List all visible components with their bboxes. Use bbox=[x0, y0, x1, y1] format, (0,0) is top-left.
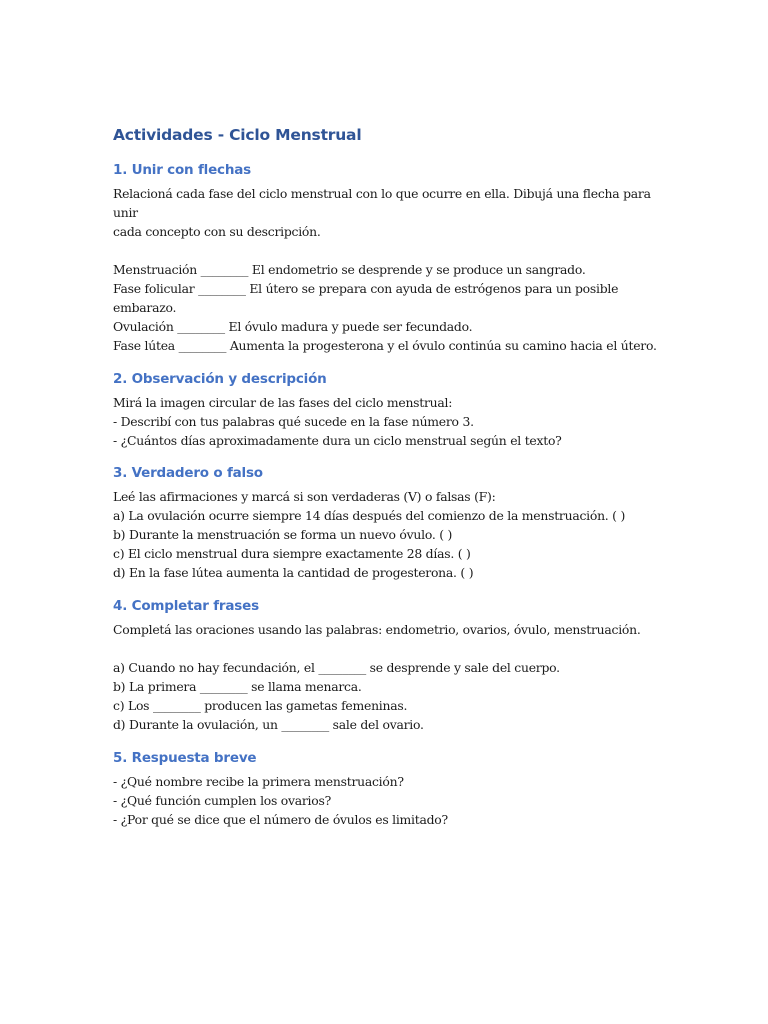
section-heading: 5. Respuesta breve bbox=[113, 750, 257, 766]
instruction-line: Completá las oraciones usando las palabras: endometrio, ovarios, óvulo, menstruación. bbox=[113, 622, 641, 637]
instruction-line: cada concepto con su descripción. bbox=[113, 224, 321, 239]
section-heading: 2. Observación y descripción bbox=[113, 371, 327, 387]
statement-line: b) Durante la menstruación se forma un nuevo óvulo. ( ) bbox=[113, 527, 453, 542]
section-observacion bbox=[113, 369, 673, 450]
fill-in-sentence: a) Cuando no hay fecundación, el ________ se desprende y sale del cuerpo. bbox=[113, 660, 560, 675]
section-completar-frases bbox=[113, 596, 673, 734]
question-line: - ¿Qué función cumplen los ovarios? bbox=[113, 793, 331, 808]
blank-line bbox=[113, 639, 673, 658]
section-respuesta-breve bbox=[113, 748, 673, 829]
instruction-line: Leé las afirmaciones y marcá si son verdaderas (V) o falsas (F): bbox=[113, 489, 496, 504]
instruction-line: Mirá la imagen circular de las fases del ciclo menstrual: bbox=[113, 395, 453, 410]
matching-item: Fase folicular ________ El útero se prepara con ayuda de estrógenos para un posible bbox=[113, 281, 619, 296]
section-heading: 3. Verdadero o falso bbox=[113, 465, 263, 481]
question-line: - ¿Por qué se dice que el número de óvulos es limitado? bbox=[113, 812, 448, 827]
matching-item: Menstruación ________ El endometrio se desprende y se produce un sangrado. bbox=[113, 262, 586, 277]
fill-in-sentence: d) Durante la ovulación, un ________ sale del ovario. bbox=[113, 717, 424, 732]
matching-item: Ovulación ________ El óvulo madura y puede ser fecundado. bbox=[113, 319, 473, 334]
document-page bbox=[113, 124, 673, 843]
section-heading: 1. Unir con flechas bbox=[113, 162, 251, 178]
instruction-line: Relacioná cada fase del ciclo menstrual con lo que ocurre en ella. Dibujá una flecha para unir bbox=[113, 186, 651, 220]
question-line: - ¿Cuántos días aproximadamente dura un ciclo menstrual según el texto? bbox=[113, 433, 562, 448]
statement-line: d) En la fase lútea aumenta la cantidad de progesterona. ( ) bbox=[113, 565, 474, 580]
section-unir-con-flechas bbox=[113, 160, 673, 355]
statement-line: a) La ovulación ocurre siempre 14 días después del comienzo de la menstruación. ( ) bbox=[113, 508, 626, 523]
document-title: Actividades - Ciclo Menstrual bbox=[113, 126, 362, 144]
matching-item-continuation: embarazo. bbox=[113, 300, 177, 315]
blank-line bbox=[113, 241, 673, 260]
question-line: - Describí con tus palabras qué sucede en la fase número 3. bbox=[113, 414, 474, 429]
fill-in-sentence: c) Los ________ producen las gametas femeninas. bbox=[113, 698, 408, 713]
fill-in-sentence: b) La primera ________ se llama menarca. bbox=[113, 679, 362, 694]
question-line: - ¿Qué nombre recibe la primera menstruación? bbox=[113, 774, 404, 789]
section-heading: 4. Completar frases bbox=[113, 598, 259, 614]
statement-line: c) El ciclo menstrual dura siempre exactamente 28 días. ( ) bbox=[113, 546, 471, 561]
section-verdadero-falso bbox=[113, 463, 673, 582]
matching-item: Fase lútea ________ Aumenta la progesterona y el óvulo continúa su camino hacia el útero. bbox=[113, 338, 657, 353]
